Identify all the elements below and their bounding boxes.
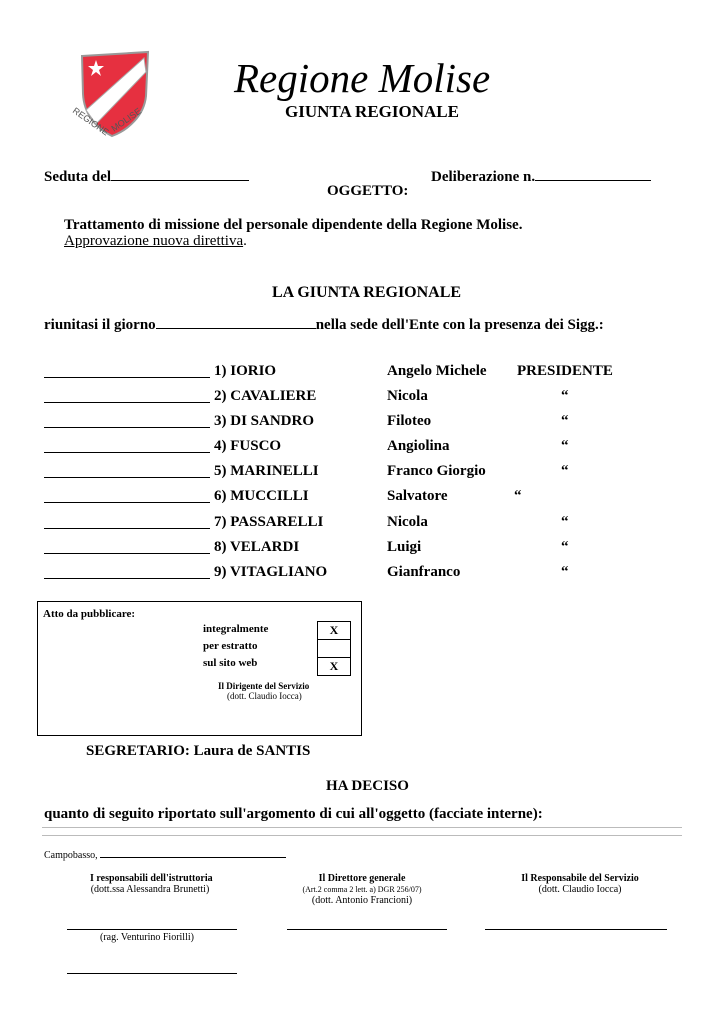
- member-role: “: [561, 438, 569, 454]
- subject-end: .: [243, 233, 247, 249]
- member-firstname: Salvatore: [387, 488, 448, 504]
- col2-note: (Art.2 comma 2 lett. a) DGR 256/07): [302, 885, 422, 894]
- oggetto-label: OGGETTO:: [327, 183, 409, 199]
- attendance-prefix: riunitasi il giorno: [44, 317, 156, 333]
- member-surname: 1) IORIO: [214, 363, 277, 379]
- member-firstname: Luigi: [387, 539, 422, 555]
- section-title: LA GIUNTA REGIONALE: [272, 284, 462, 301]
- signature-line: [67, 973, 237, 974]
- col1-name-2: (rag. Venturino Fiorilli): [100, 932, 194, 943]
- publish-box-title: Atto da pubblicare:: [43, 608, 136, 620]
- member-surname: 4) FUSCO: [214, 438, 282, 454]
- place-label: Campobasso,: [44, 850, 98, 861]
- signer-name: (dott. Claudio Iocca): [227, 691, 302, 701]
- member-surname: 8) VELARDI: [214, 539, 300, 555]
- publish-box: [37, 601, 362, 736]
- signature-blank: [44, 553, 210, 554]
- attendance-suffix: nella sede dell'Ente con la presenza dei Sigg.:: [315, 317, 604, 333]
- member-surname: 2) CAVALIERE: [214, 388, 317, 404]
- member-surname: 9) VITAGLIANO: [214, 564, 328, 580]
- member-role: “: [561, 388, 569, 404]
- svg-text:MOLISE: MOLISE: [109, 105, 144, 134]
- col2-name: (dott. Antonio Francioni): [311, 895, 413, 906]
- option-checkbox[interactable]: X: [317, 657, 351, 676]
- option-checkbox[interactable]: [317, 639, 351, 658]
- signer-role: Il Dirigente del Servizio: [218, 681, 310, 691]
- member-surname: 5) MARINELLI: [214, 463, 319, 479]
- member-firstname: Nicola: [387, 514, 428, 530]
- secretary: SEGRETARIO: Laura de SANTIS: [86, 743, 311, 759]
- member-role: “: [561, 564, 569, 580]
- col2-role: Il Direttore generale: [318, 873, 406, 884]
- seduta-blank: [111, 166, 249, 181]
- option-checkbox[interactable]: X: [317, 621, 351, 640]
- member-firstname: Angiolina: [387, 438, 450, 454]
- divider: [42, 835, 682, 836]
- seduta-field: [44, 166, 249, 186]
- member-firstname: Filoteo: [387, 413, 432, 429]
- seduta-label: Seduta del: [44, 169, 112, 185]
- attendance-blank: [156, 314, 316, 329]
- member-firstname: Nicola: [387, 388, 428, 404]
- member-firstname: Angelo Michele: [387, 363, 487, 379]
- signature-line: [287, 929, 447, 930]
- divider: [42, 827, 682, 828]
- attendance-line: [44, 314, 604, 334]
- option-label: per estratto: [203, 640, 258, 652]
- col1-name: (dott.ssa Alessandra Brunetti): [90, 884, 210, 895]
- col1-role: I responsabili dell'istruttoria: [90, 873, 213, 884]
- col3-name: (dott. Claudio Iocca): [538, 884, 622, 895]
- signature-blank: [44, 427, 210, 428]
- member-role: “: [514, 488, 522, 504]
- member-surname: 7) PASSARELLI: [214, 514, 324, 530]
- option-label: sul sito web: [203, 657, 258, 669]
- logo-lettering: [70, 98, 156, 138]
- signature-blank: [44, 477, 210, 478]
- deliberazione-field: [431, 166, 651, 186]
- col3-role: Il Responsabile del Servizio: [521, 873, 639, 884]
- signature-blank: [44, 377, 210, 378]
- signature-blank: [44, 452, 210, 453]
- member-firstname: Gianfranco: [387, 564, 461, 580]
- member-role: “: [561, 413, 569, 429]
- signature-blank: [44, 502, 210, 503]
- page-title: Regione Molise: [234, 55, 491, 101]
- deliberazione-blank: [535, 166, 651, 181]
- signature-line: [67, 929, 237, 930]
- signature-line: [485, 929, 667, 930]
- member-role: “: [561, 514, 569, 530]
- subject-link: Approvazione nuova direttiva: [64, 233, 244, 249]
- member-role: “: [561, 539, 569, 555]
- member-role: “: [561, 463, 569, 479]
- place-blank: [100, 847, 286, 858]
- place-field: [44, 847, 286, 861]
- member-role: PRESIDENTE: [517, 363, 613, 379]
- decision-text: quanto di seguito riportato sull'argomento di cui all'oggetto (facciate interne):: [44, 806, 543, 822]
- svg-text:REGIONE: REGIONE: [70, 105, 111, 138]
- decision-title: HA DECISO: [326, 778, 409, 794]
- member-surname: 3) DI SANDRO: [214, 413, 315, 429]
- member-surname: 6) MUCCILLI: [214, 488, 309, 504]
- signature-blank: [44, 528, 210, 529]
- member-firstname: Franco Giorgio: [387, 463, 486, 479]
- subject-line-2: [64, 233, 247, 250]
- signature-blank: [44, 402, 210, 403]
- signature-blank: [44, 578, 210, 579]
- page-subtitle: GIUNTA REGIONALE: [285, 102, 459, 121]
- option-label: integralmente: [203, 623, 269, 635]
- subject-line: Trattamento di missione del personale dipendente della Regione Molise.: [64, 217, 523, 233]
- deliberazione-label: Deliberazione n.: [431, 169, 536, 185]
